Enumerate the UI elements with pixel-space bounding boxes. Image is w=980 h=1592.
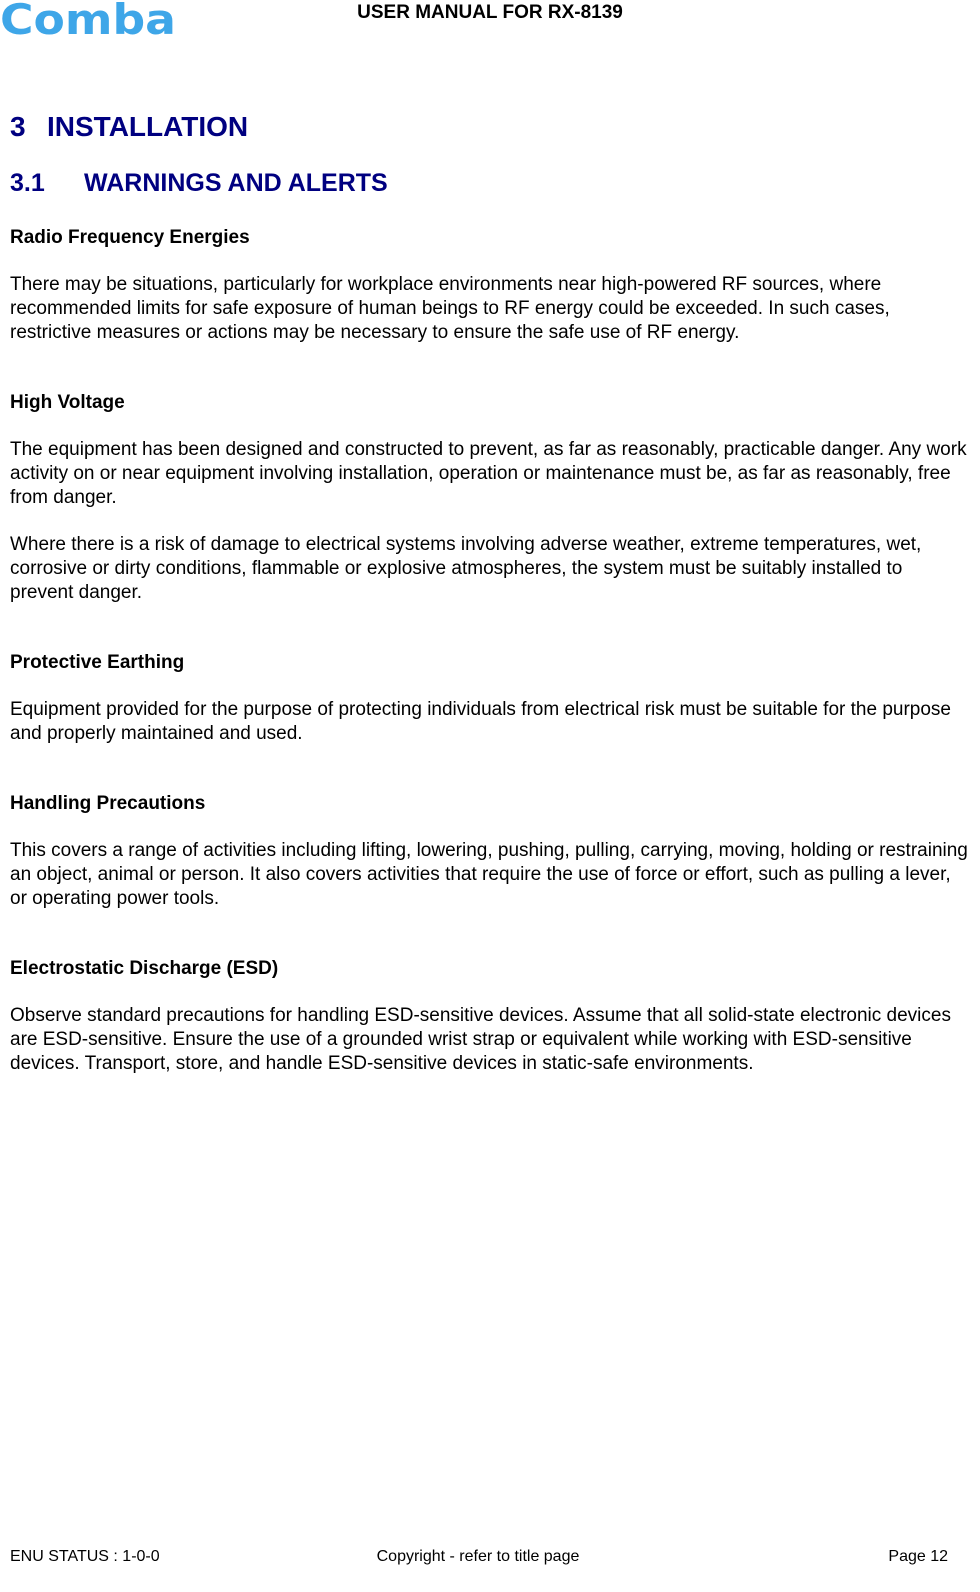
paragraph: There may be situations, particularly for workplace environments near high-powered RF sources, where recommended limits for safe exposure of human beings to RF energy could be exceeded. In such cases, restrictive measures or actions may be necessary to ensure the safe use of RF energy. bbox=[10, 274, 890, 343]
footer-page-number: Page 12 bbox=[888, 1548, 948, 1565]
chapter-number: 3 bbox=[10, 111, 26, 142]
subsection-title: Protective Earthing bbox=[10, 652, 185, 673]
subsection-rf-energies bbox=[10, 226, 970, 345]
footer-status: ENU STATUS : 1-0-0 bbox=[10, 1548, 160, 1565]
subsection-handling-precautions bbox=[10, 792, 970, 911]
subsection-title: Electrostatic Discharge (ESD) bbox=[10, 958, 279, 979]
document-title: USER MANUAL FOR RX-8139 bbox=[357, 2, 623, 23]
section-heading bbox=[10, 166, 970, 200]
subsection-esd bbox=[10, 957, 970, 1076]
paragraph: Where there is a risk of damage to electrical systems involving adverse weather, extreme temperatures, wet, corrosive or dirty conditions, flammable or explosive atmospheres, the system must be suitably installed to prevent danger. bbox=[10, 534, 922, 603]
subsection-title: Radio Frequency Energies bbox=[10, 227, 250, 248]
chapter-heading bbox=[10, 108, 970, 146]
subsection-title: High Voltage bbox=[10, 392, 125, 413]
paragraph: Equipment provided for the purpose of protecting individuals from electrical risk must be suitable for the purpose and properly maintained and used. bbox=[10, 699, 951, 744]
paragraph: Observe standard precautions for handling ESD-sensitive devices. Assume that all solid-state electronic devices are ESD-sensitive. Ensure the use of a grounded wrist strap or equivalent while working with ESD-sensitive devices. Transport, store, and handle ESD-sensitive devices in static-safe environments. bbox=[10, 1005, 951, 1074]
chapter-title: INSTALLATION bbox=[47, 111, 249, 142]
paragraph: This covers a range of activities including lifting, lowering, pushing, pulling, carrying, moving, holding or restraining an object, animal or person. It also covers activities that require the use of force or effort, such as pulling a lever, or operating power tools. bbox=[10, 840, 968, 909]
paragraph: The equipment has been designed and constructed to prevent, as far as reasonably, practicable danger. Any work activity on or near equipment involving installation, operation or maintenance must be, as far as reasonably, free from danger. bbox=[10, 439, 967, 508]
section-number: 3.1 bbox=[10, 169, 45, 197]
logo-text: Comba bbox=[0, 0, 176, 42]
subsection-title: Handling Precautions bbox=[10, 793, 206, 814]
subsection-high-voltage bbox=[10, 391, 970, 605]
footer-copyright: Copyright - refer to title page bbox=[376, 1548, 580, 1565]
section-title: WARNINGS AND ALERTS bbox=[84, 169, 388, 197]
page-content bbox=[10, 108, 970, 1076]
subsection-protective-earthing bbox=[10, 651, 970, 746]
